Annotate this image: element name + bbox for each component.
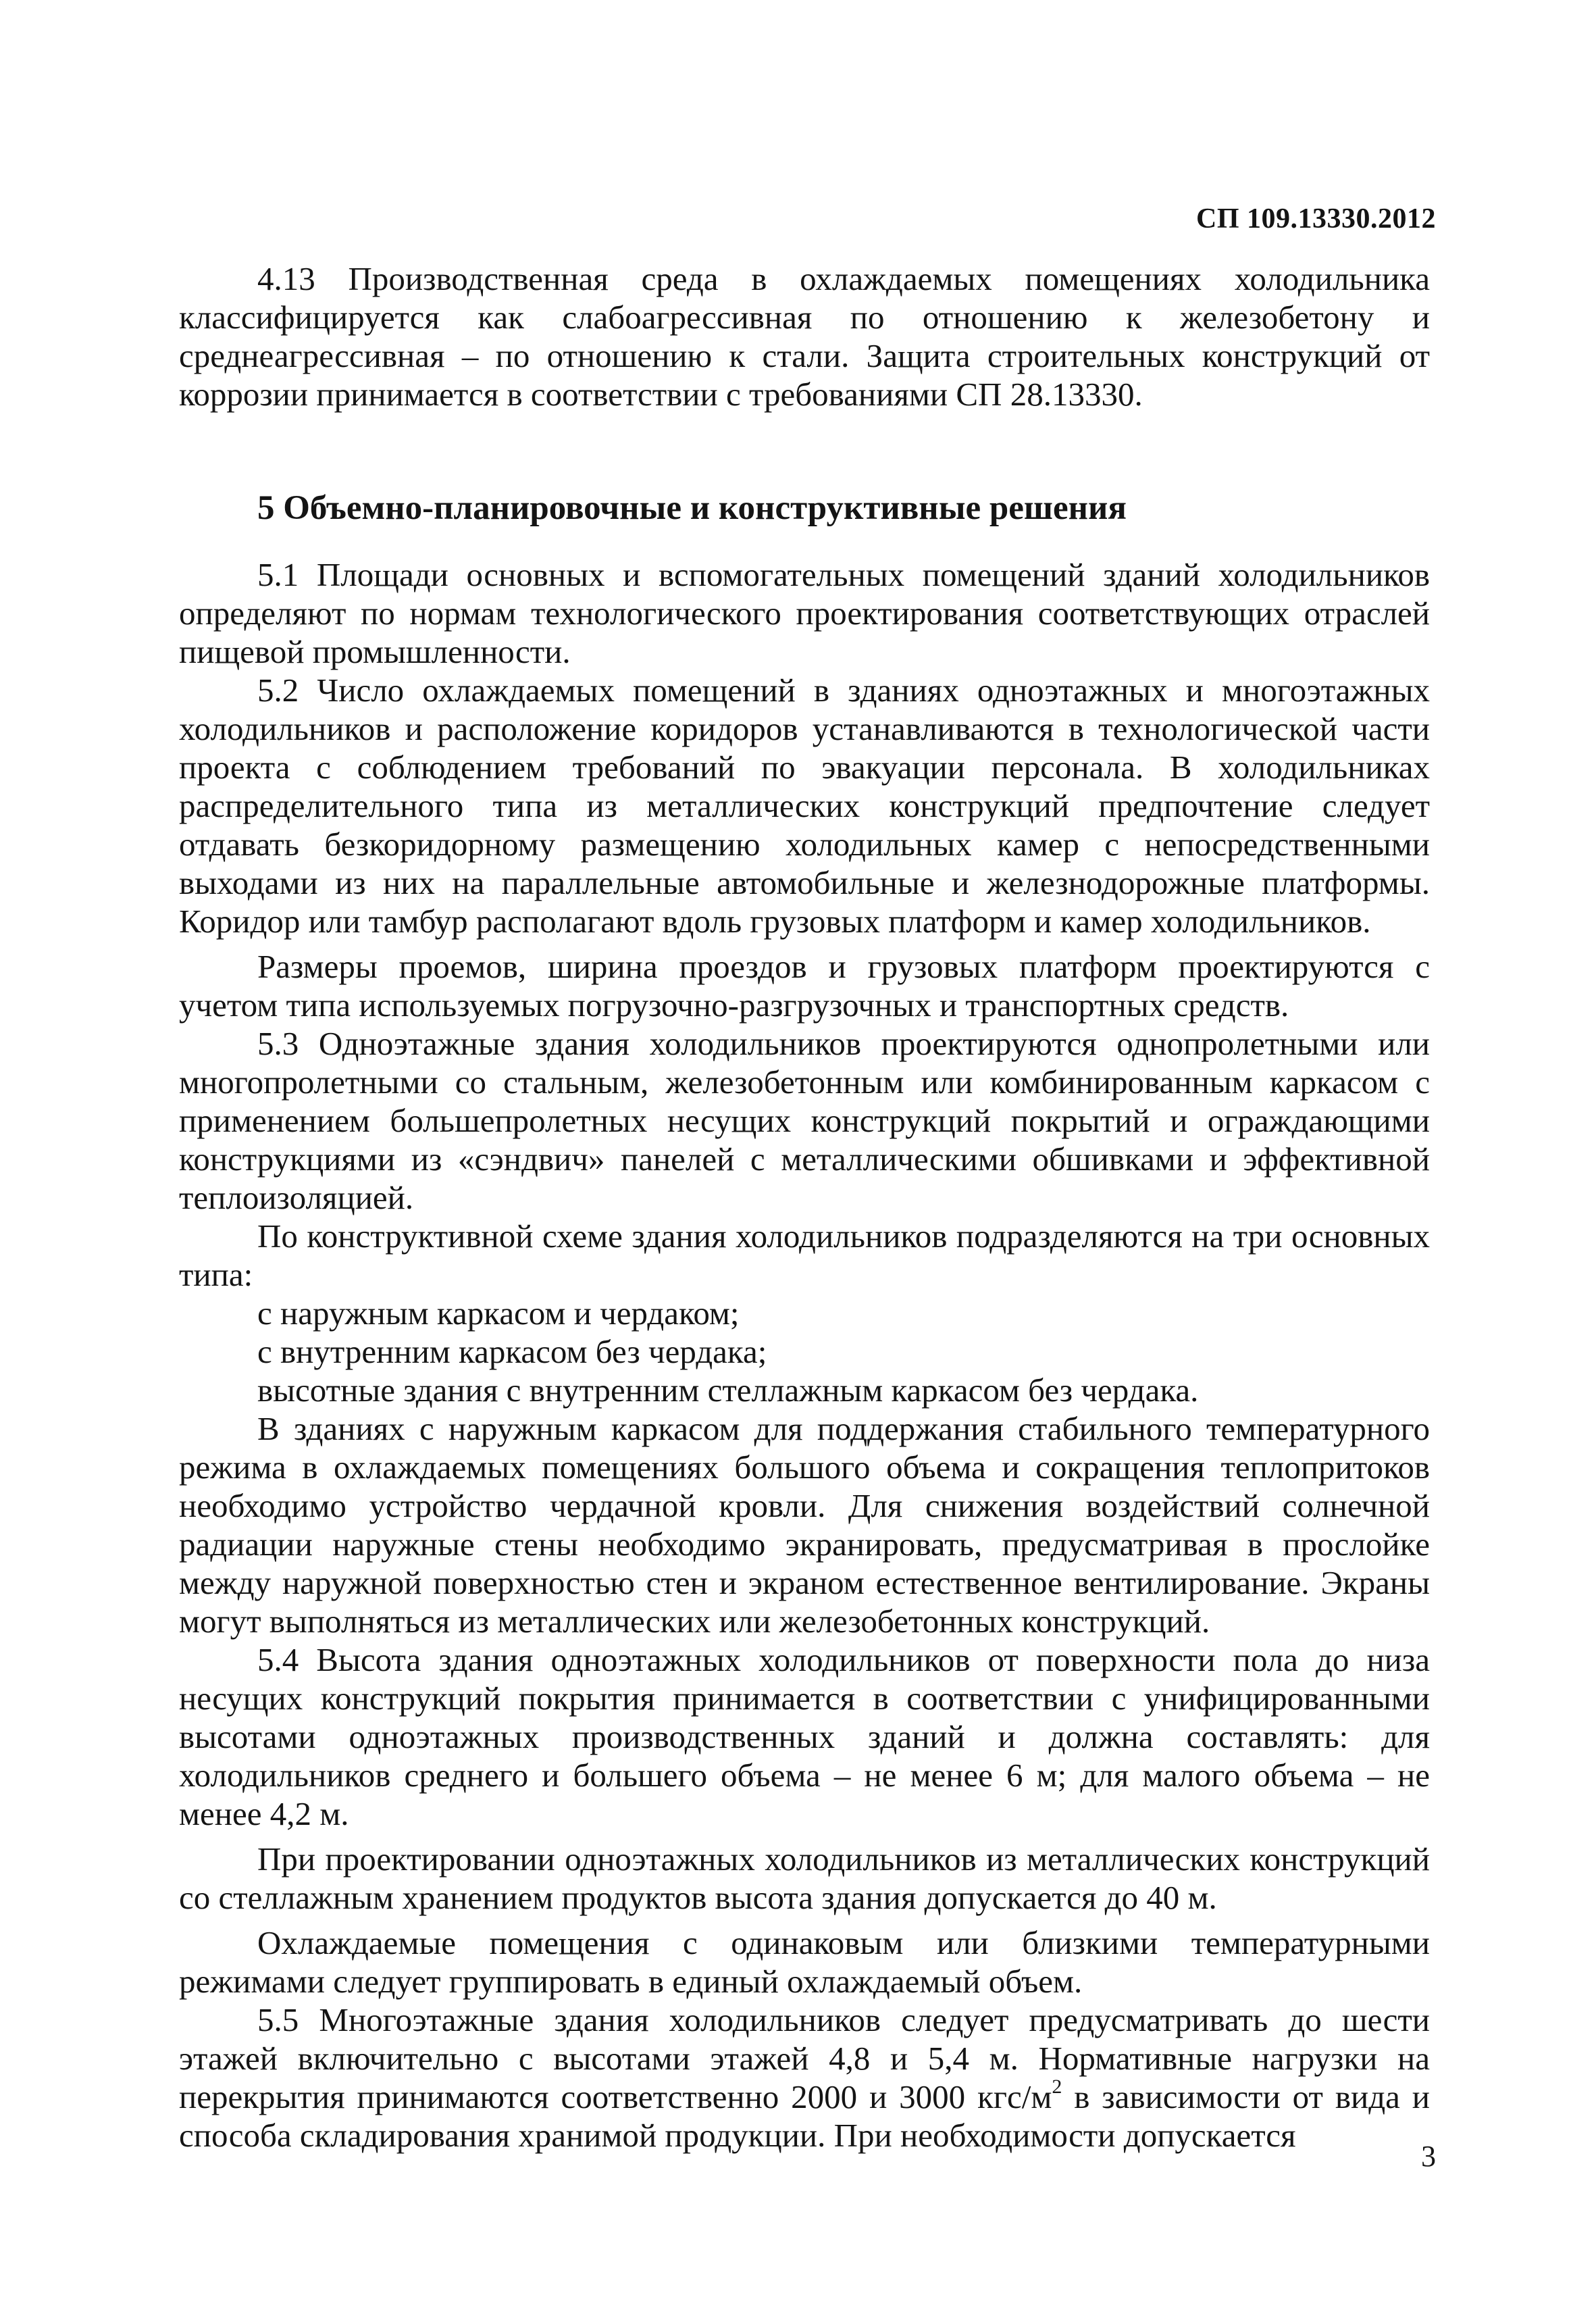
paragraph-5-5-text-a: 5.5 Многоэтажные здания холодильников следует предусматривать до шести этажей включительно с высотами этажей 4,8 и 5,4 м. Нормативные нагрузки на перекрытия принимаются соответственно 2000 и 3000 кгс/м xyxy=(179,2001,1430,2115)
paragraph-5-3-types-intro: По конструктивной схеме здания холодильников подразделяются на три основных типа: xyxy=(179,1217,1430,1293)
paragraph-5-2-openings: Размеры проемов, ширина проездов и грузовых платформ проектируются с учетом типа используемых погрузочно-разгрузочных и транспортных средств. xyxy=(179,948,1430,1024)
superscript-2: 2 xyxy=(1052,2076,1062,2098)
paragraph-5-5-text-b: в зависимости от вида и способа складирования хранимой продукции. При необходимости допускается xyxy=(179,2078,1430,2154)
document-code-header: СП 109.13330.2012 xyxy=(1196,203,1436,234)
paragraph-5-4-metal-structures: При проектировании одноэтажных холодильников из металлических конструкций со стеллажным хранением продуктов высота здания допускается до 40 м. xyxy=(179,1840,1430,1916)
page-number: 3 xyxy=(1421,2140,1436,2173)
paragraph-5-2: 5.2 Число охлаждаемых помещений в зданиях одноэтажных и многоэтажных холодильников и расположение коридоров устанавливаются в технологической части проекта с соблюдением требований по эвакуации персонала. В холодильниках распределительного типа из металлических конструкций предпочтение следует отдавать безкоридорному размещению холодильных камер с непосредственными выходами из них на параллельные автомобильные и железнодорожные платформы. Коридор или тамбур располагают вдоль грузовых платформ и камер холодильников. xyxy=(179,672,1430,940)
document-body xyxy=(179,259,1430,2155)
paragraph-5-4-grouping: Охлаждаемые помещения с одинаковым или близкими температурными режимами следует группировать в единый охлаждаемый объем. xyxy=(179,1924,1430,2000)
list-item-type-3: высотные здания с внутренним стеллажным каркасом без чердака. xyxy=(257,1372,1199,1409)
paragraph-5-3-external-frame: В зданиях с наружным каркасом для поддержания стабильного температурного режима в охлаждаемых помещениях большого объема и сокращения теплопритоков необходимо устройство чердачной кровли. Для снижения воздействий солнечной радиации наружные стены необходимо экранировать, предусматривая в прослойке между наружной поверхностью стен и экраном естественное вентилирование. Экраны могут выполняться из металлических или железобетонных конструкций. xyxy=(179,1410,1430,1640)
paragraph-4-13: 4.13 Производственная среда в охлаждаемых помещениях холодильника классифицируется как слабоагрессивная по отношению к железобетону и среднеагрессивная – по отношению к стали. Защита строительных конструкций от коррозии принимается в соответствии с требованиями СП 28.13330. xyxy=(179,260,1430,413)
list-item-type-1: с наружным каркасом и чердаком; xyxy=(257,1294,740,1332)
paragraph-5-3: 5.3 Одноэтажные здания холодильников проектируются однопролетными или многопролетными со стальным, железобетонным или комбинированным каркасом с применением большепролетных несущих конструкций покрытий и ограждающими конструкциями из «сэндвич» панелей с металлическими обшивками и эффективной теплоизоляцией. xyxy=(179,1025,1430,1216)
section-5-title: 5 Объемно-планировочные и конструктивные решения xyxy=(257,489,1127,527)
paragraph-5-5 xyxy=(179,2001,1430,2155)
list-item-type-2: с внутренним каркасом без чердака; xyxy=(257,1333,767,1370)
paragraph-5-1: 5.1 Площади основных и вспомогательных помещений зданий холодильников определяют по нормам технологического проектирования соответствующих отраслей пищевой промышленности. xyxy=(179,556,1430,670)
paragraph-5-4: 5.4 Высота здания одноэтажных холодильников от поверхности пола до низа несущих конструкций покрытия принимается в соответствии с унифицированными высотами одноэтажных производственных зданий и должна составлять: для холодильников среднего и большего объема – не менее 6 м; для малого объема – не менее 4,2 м. xyxy=(179,1641,1430,1832)
